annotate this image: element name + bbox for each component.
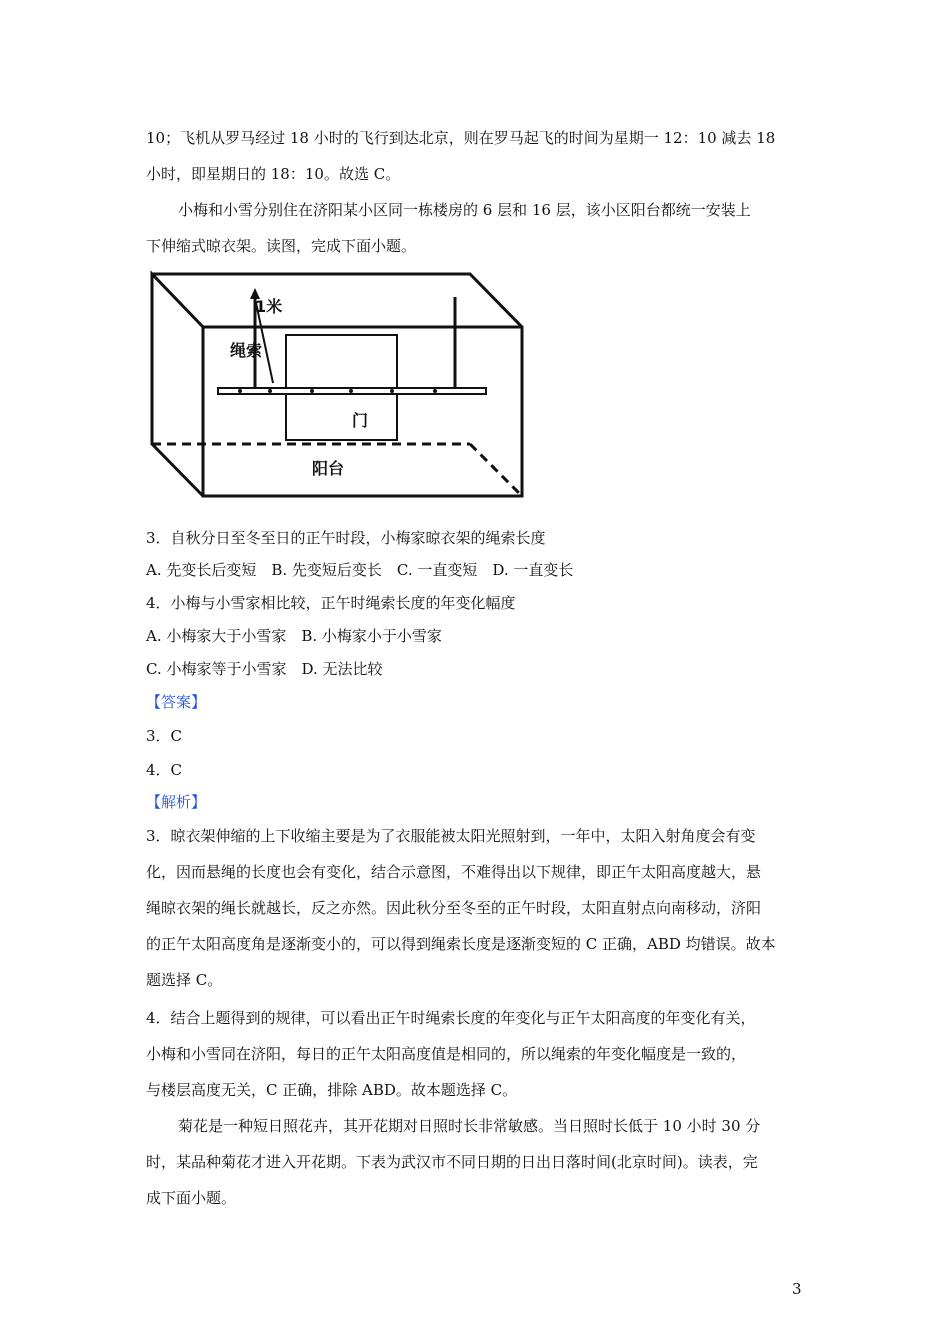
balcony-diagram bbox=[146, 268, 528, 504]
paragraph-line: 菊花是一种短日照花卉，其开花期对日照时长非常敏感。当日照时长低于 10 小时 30 分 bbox=[178, 1117, 761, 1135]
question-4-options: A. 小梅家大于小雪家 B. 小梅家小于小雪家 bbox=[146, 627, 442, 645]
answer-4: 4．C bbox=[146, 761, 183, 779]
answer-heading: 【答案】 bbox=[146, 693, 207, 711]
analysis-line: 绳晾衣架的绳长就越长，反之亦然。因此秋分至冬至的正午时段，太阳直射点向南移动，济阳 bbox=[146, 899, 762, 917]
meter-label: 1米 bbox=[255, 297, 283, 316]
analysis-line: 与楼层高度无关，C 正确，排除 ABD。故本题选择 C。 bbox=[146, 1081, 518, 1099]
balcony-label: 阳台 bbox=[312, 459, 345, 478]
paragraph-line: 时，某品种菊花才进入开花期。下表为武汉市不同日期的日出日落时间(北京时间)。读表，完 bbox=[146, 1153, 758, 1171]
rope-label: 绳索 bbox=[230, 341, 263, 360]
question-3-options: A. 先变长后变短 B. 先变短后变长 C. 一直变短 D. 一直变长 bbox=[146, 561, 574, 579]
paragraph-line: 成下面小题。 bbox=[146, 1189, 237, 1207]
question-3: 3．自秋分日至冬至日的正午时段，小梅家晾衣架的绳索长度 bbox=[146, 529, 546, 547]
analysis-line: 化，因而悬绳的长度也会有变化，结合示意图，不难得出以下规律，即正午太阳高度越大，悬 bbox=[146, 863, 762, 881]
answer-3: 3．C bbox=[146, 727, 183, 745]
question-4-options: C. 小梅家等于小雪家 D. 无法比较 bbox=[146, 660, 383, 678]
analysis-heading: 【解析】 bbox=[146, 793, 207, 811]
door-label: 门 bbox=[352, 411, 369, 430]
analysis-line: 3．晾衣架伸缩的上下收缩主要是为了衣服能被太阳光照射到，一年中，太阳入射角度会有变 bbox=[146, 827, 756, 845]
page-number: 3 bbox=[792, 1280, 802, 1298]
analysis-line: 的正午太阳高度角是逐渐变小的，可以得到绳索长度是逐渐变短的 C 正确，ABD 均错误。故本 bbox=[146, 935, 776, 953]
paragraph-line: 10；飞机从罗马经过 18 小时的飞行到达北京，则在罗马起飞的时间为星期一 12：10 减去 18 bbox=[146, 129, 776, 147]
question-4: 4．小梅与小雪家相比较，正午时绳索长度的年变化幅度 bbox=[146, 594, 516, 612]
analysis-line: 4．结合上题得到的规律，可以看出正午时绳索长度的年变化与正午太阳高度的年变化有关， bbox=[146, 1009, 756, 1027]
paragraph-line: 小梅和小雪分别住在济阳某小区同一栋楼房的 6 层和 16 层，该小区阳台都统一安装上 bbox=[178, 201, 751, 219]
paragraph-line: 下伸缩式晾衣架。读图，完成下面小题。 bbox=[146, 237, 417, 255]
analysis-line: 题选择 C。 bbox=[146, 971, 223, 989]
paragraph-line: 小时，即星期日的 18：10。故选 C。 bbox=[146, 165, 401, 183]
analysis-line: 小梅和小雪同在济阳，每日的正午太阳高度值是相同的，所以绳索的年变化幅度是一致的， bbox=[146, 1045, 747, 1063]
